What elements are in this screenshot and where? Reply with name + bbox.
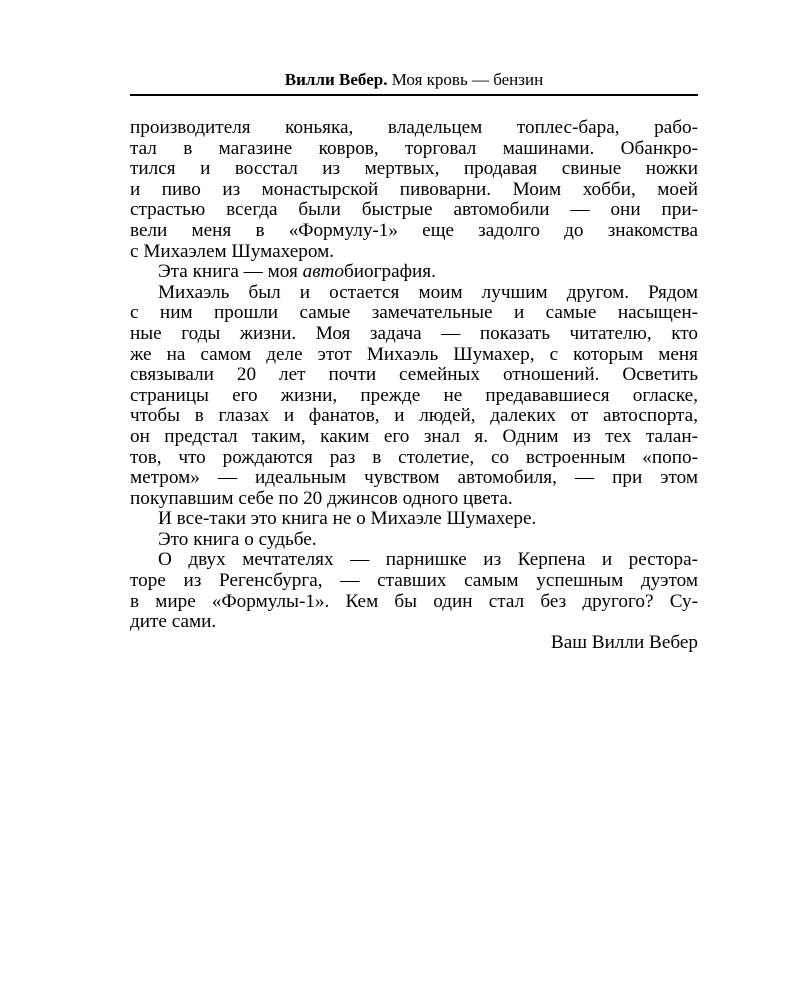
running-head-title: Моя кровь — бензин: [391, 70, 544, 89]
running-head: [130, 66, 698, 96]
text-line: Михаэль был и остается моим лучшим другом. Рядом: [158, 281, 698, 303]
text-line: ные годы жизни. Моя задача — показать читателю, кто: [130, 322, 698, 344]
text-line: страстью всегда были быстрые автомобили — они при-: [130, 199, 698, 221]
text-line: же на самом деле этот Михаэль Шумахер, с которым меня: [130, 343, 698, 365]
text-line: покупавшим себе по 20 джинсов одного цвета.: [130, 487, 513, 509]
autobiography-line: [130, 262, 698, 283]
autobiography-suffix: биография.: [344, 261, 436, 283]
text-line: торе из Регенсбурга, — ставших самым успешным дуэтом: [130, 570, 698, 592]
text-line: тал в магазине ковров, торговал машинами. Обанкро-: [130, 137, 698, 159]
signature: Ваш Вилли Вебер: [550, 631, 698, 653]
autobiography-italic: авто: [302, 261, 344, 283]
text-line: метром» — идеальным чувством автомобиля, — при этом: [130, 467, 698, 489]
text-line: чтобы в глазах и фанатов, и людей, далеких от автоспорта,: [130, 405, 698, 427]
text-line: тился и восстал из мертвых, продавая свиные ножки: [130, 158, 698, 180]
text-line: с ним прошли самые замечательные и самые насыщен-: [130, 302, 698, 324]
body-text: [130, 118, 698, 653]
text-line: Это книга о судьбе.: [158, 528, 317, 550]
text-line: страницы его жизни, прежде не предававшиеся огласке,: [130, 384, 698, 406]
text-line: И все-таки это книга не о Михаэле Шумахере.: [158, 508, 537, 530]
text-line: О двух мечтателях — парнишке из Керпена и рестора-: [158, 549, 698, 571]
text-line: дите сами.: [130, 611, 217, 633]
autobiography-prefix: Эта книга — моя: [158, 261, 303, 283]
text-line: в мире «Формулы-1». Кем бы один стал без другого? Су-: [130, 590, 698, 612]
text-line: производителя коньяка, владельцем топлес-бара, рабо-: [130, 117, 698, 138]
text-line: вели меня в «Формулу-1» еще задолго до знакомства: [130, 219, 698, 241]
text-line: и пиво из монастырской пивоварни. Моим хобби, моей: [130, 178, 698, 200]
text-line: он предстал таким, каким его знал я. Одним из тех талан-: [130, 425, 698, 447]
text-line: связывали 20 лет почти семейных отношений. Осветить: [130, 364, 698, 386]
running-head-author: Вилли Вебер.: [284, 70, 388, 89]
text-line: с Михаэлем Шумахером.: [130, 240, 335, 262]
text-line: тов, что рождаются раз в столетие, со встроенным «попо-: [130, 446, 698, 468]
